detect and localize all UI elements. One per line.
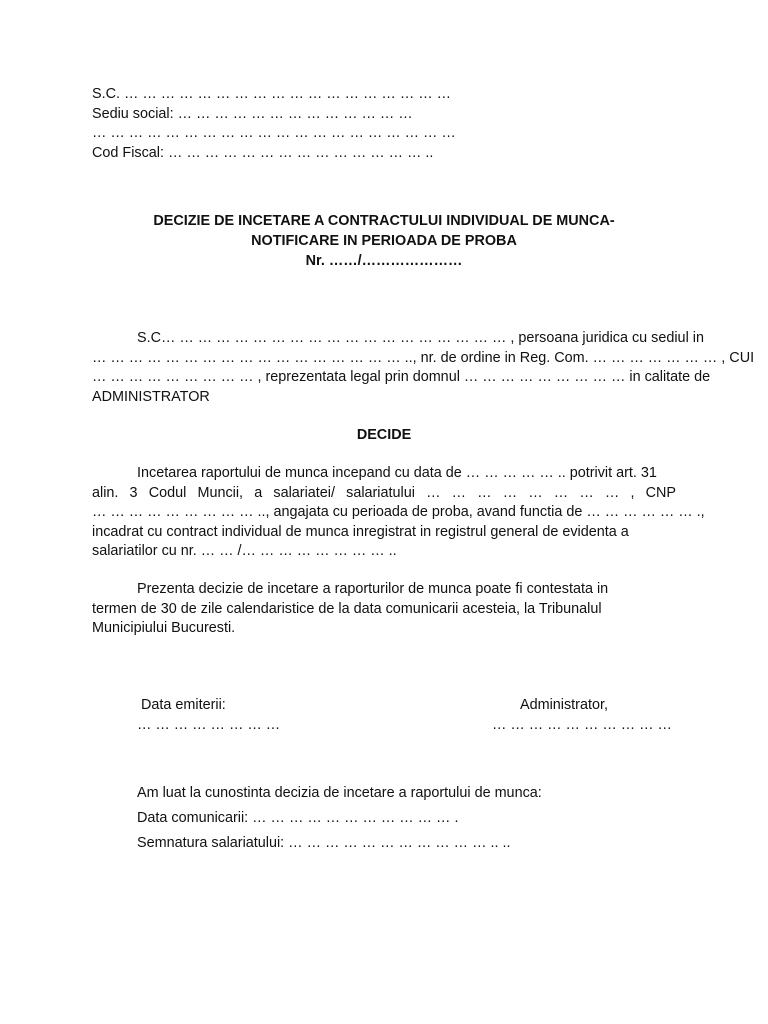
intro-line: … … … … … … … … … … … … … … … … … .., nr. de ordine in Reg. Com. … … … … … … … , CUI: [92, 349, 755, 366]
appeal-line: termen de 30 de zile calendaristice de la data comunicarii acesteia, la Tribunalul: [92, 600, 602, 617]
termination-line: … … … … … … … … … .., angajata cu perioada de proba, avand functia de … … … … … … .,: [92, 504, 705, 520]
intro-paragraph: [92, 329, 755, 407]
termination-line: incadrat cu contract individual de munca inregistrat in registrul general de evidenta a: [92, 523, 629, 540]
registered-office-continuation: … … … … … … … … … … … … … … … … … … … …: [92, 125, 456, 141]
appeal-line: Municipiului Bucuresti.: [92, 620, 236, 636]
communication-date-line: Data comunicarii: … … … … … … … … … … … .: [137, 810, 459, 826]
acknowledgement-statement: Am luat la cunostinta decizia de incetare a raportului de munca:: [137, 785, 542, 801]
fiscal-code-line: Cod Fiscal: … … … … … … … … … … … … … … ..: [92, 144, 434, 161]
appeal-line: Prezenta decizie de incetare a raporturilor de munca poate fi contestata in: [137, 581, 609, 597]
termination-line: salariatilor cu nr. … … /… … … … … … … … ..: [92, 543, 397, 559]
registered-office-line: Sediu social: … … … … … … … … … … … … …: [92, 105, 413, 122]
termination-line: alin. 3 Codul Muncii, a salariatei/ salariatului … … … … … … … … , CNP: [92, 484, 676, 501]
administrator-label: Administrator,: [520, 697, 608, 713]
termination-line: Incetarea raportului de munca incepand cu data de … … … … … .. potrivit art. 31: [137, 465, 657, 481]
issue-date-label: Data emiterii:: [141, 697, 226, 713]
administrator-signature-blank: … … … … … … … … … …: [492, 717, 672, 733]
appeal-paragraph: [92, 580, 676, 639]
intro-line: … … … … … … … … … , reprezentata legal prin domnul … … … … … … … … … in calitate de: [92, 369, 711, 385]
document-title-line-1: DECIZIE DE INCETARE A CONTRACTULUI INDIVIDUAL DE MUNCA-: [153, 213, 615, 229]
intro-line: ADMINISTRATOR: [92, 388, 210, 405]
document-number: Nr. ……/…………………: [305, 253, 463, 269]
document-title-line-2: NOTIFICARE IN PERIOADA DE PROBA: [251, 233, 517, 249]
employee-signature-line: Semnatura salariatului: … … … … … … … … … … … .. ..: [137, 835, 511, 851]
intro-line: S.C… … … … … … … … … … … … … … … … … … … , persoana juridica cu sediul in: [137, 330, 704, 346]
issue-date-blank: … … … … … … … …: [137, 717, 281, 733]
company-name-line: S.C. … … … … … … … … … … … … … … … … … …: [92, 86, 451, 102]
company-header: [92, 85, 692, 163]
termination-paragraph: [92, 464, 705, 562]
decide-heading: DECIDE: [356, 427, 412, 443]
